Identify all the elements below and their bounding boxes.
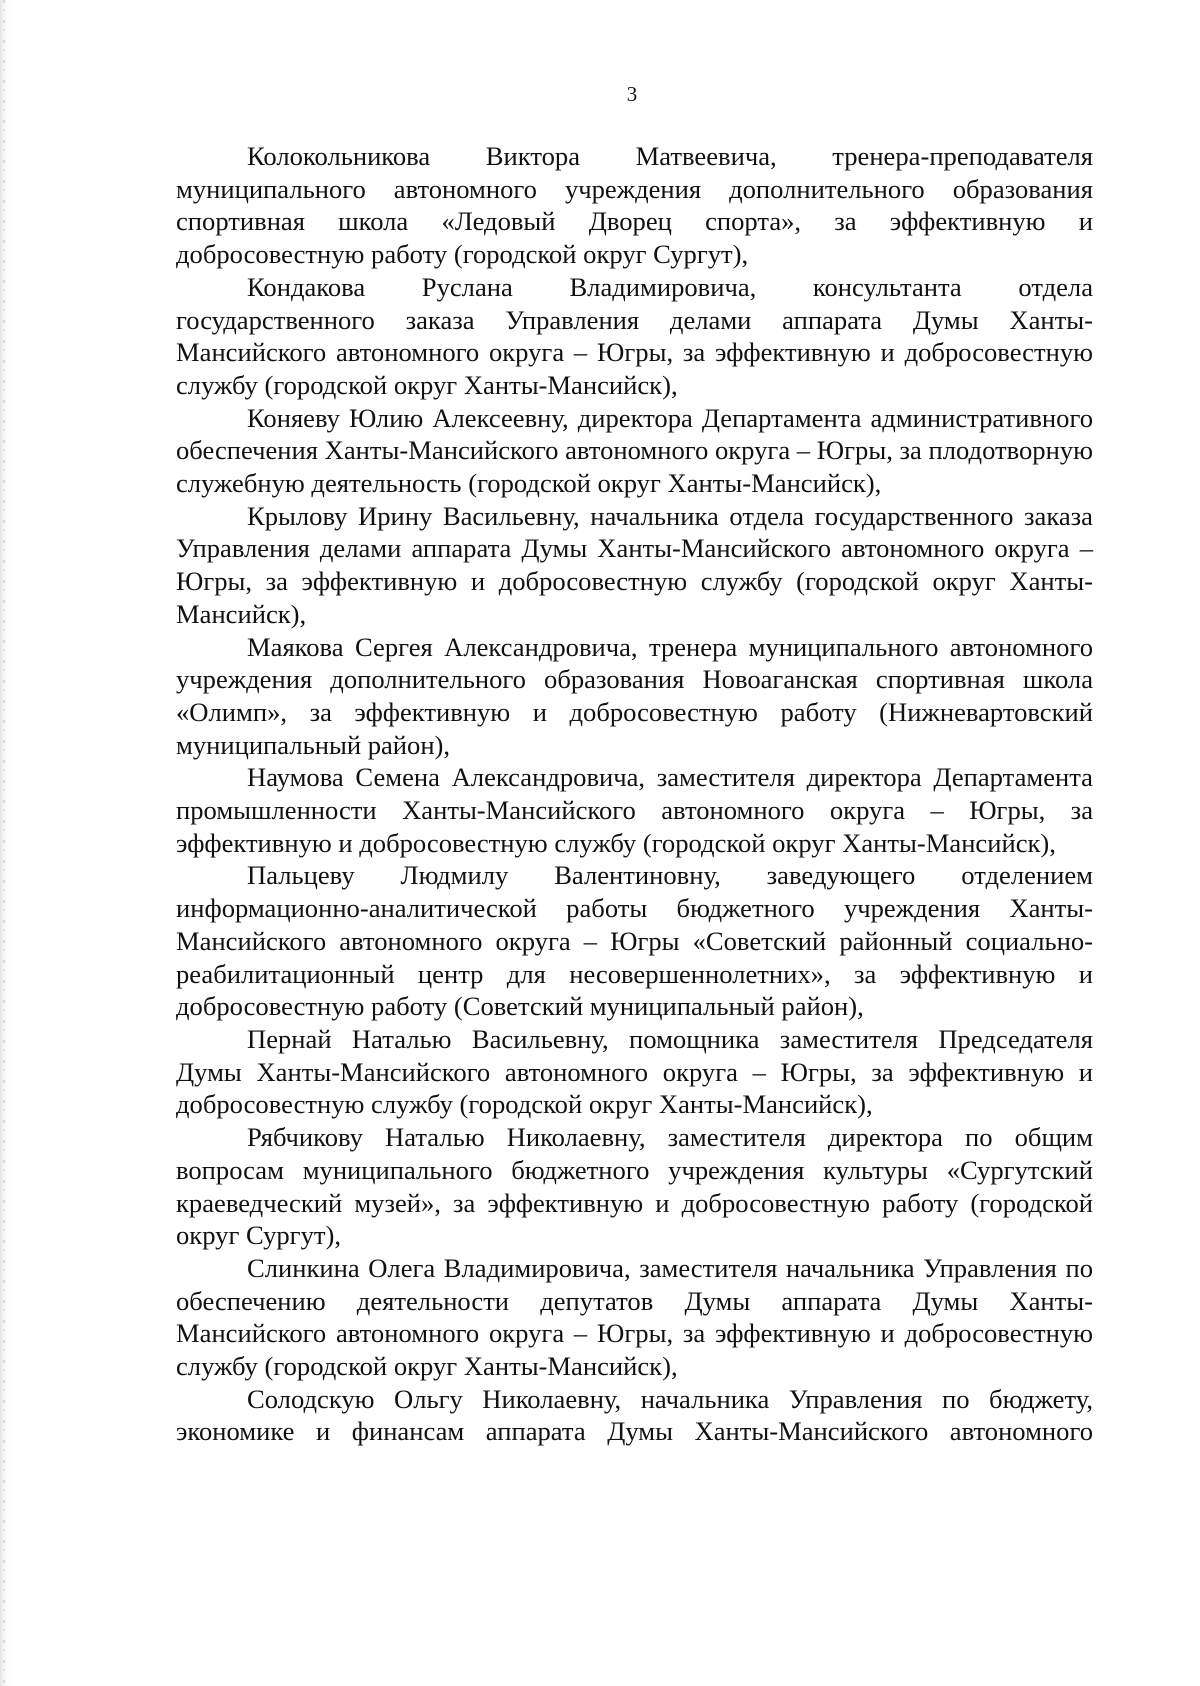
paragraph-mayakov: Маякова Сергея Александровича, тренера муниципального автономного учреждения дополнительного образования Новоаганская спортивная школа «Олимп», за эффективную и добросовестную работу (Нижневартовский муниципальный район), — [176, 631, 1093, 760]
paragraph-slinkin: Слинкина Олега Владимировича, заместителя начальника Управления по обеспечению деятельности депутатов Думы аппарата Думы Ханты-Мансийского автономного округа – Югры, за эффективную и добросовестную службу (городской округ Ханты-Мансийск), — [176, 1252, 1093, 1382]
paragraph-kondakov: Кондакова Руслана Владимировича, консультанта отдела государственного заказа Управления делами аппарата Думы Ханты-Мансийского автономного округа – Югры, за эффективную и добросовестную службу (городской округ Ханты-Мансийск), — [176, 271, 1093, 400]
paragraph-kolokolnikov: Колокольникова Виктора Матвеевича, тренера-преподавателя муниципального автономного учреждения дополнительного образования спортивная школа «Ледовый Дворец спорта», за эффективную и добросовестную работу (городской округ Сургут), — [176, 141, 1093, 270]
paragraph-naumov: Наумова Семена Александровича, заместителя директора Департамента промышленности Ханты-Мансийского автономного округа – Югры, за эффективную и добросовестную службу (городской округ Ханты-Мансийск), — [176, 762, 1093, 858]
paragraph-konyaeva: Коняеву Юлию Алексеевну, директора Департамента административного обеспечения Ханты-Мансийского автономного округа – Югры, за плодотворную служебную деятельность (городской округ Ханты-Мансийск), — [176, 402, 1093, 499]
paragraph-krylova: Крылову Ирину Васильевну, начальника отдела государственного заказа Управления делами аппарата Думы Ханты-Мансийского автономного округа – Югры, за эффективную и добросовестную службу (городской округ Ханты-Мансийск), — [176, 500, 1093, 629]
paragraph-pernay: Пернай Наталью Васильевну, помощника заместителя Председателя Думы Ханты-Мансийского автономного округа – Югры, за эффективную и добросовестную службу (городской округ Ханты-Мансийск), — [176, 1023, 1093, 1120]
scan-edge-shadow — [0, 0, 10, 1686]
document-body — [176, 140, 1093, 1448]
page-number: 3 — [626, 82, 638, 106]
paragraph-paltseva: Пальцеву Людмилу Валентиновну, заведующего отделением информационно-аналитической работы бюджетного учреждения Ханты-Мансийского автономного округа – Югры «Советский районный социально-реабилитационный центр для несовершеннолетних», за эффективную и добросовестную работу (Советский муниципальный район), — [176, 860, 1093, 1022]
paragraph-solodskaya: Солодскую Ольгу Николаевну, начальника Управления по бюджету, экономике и финансам аппарата Думы Ханты-Мансийского автономного — [176, 1383, 1093, 1447]
paragraph-ryabchikova: Рябчикову Наталью Николаевну, заместителя директора по общим вопросам муниципального бюджетного учреждения культуры «Сургутский краеведческий музей», за эффективную и добросовестную работу (городской округ Сургут), — [176, 1122, 1093, 1251]
